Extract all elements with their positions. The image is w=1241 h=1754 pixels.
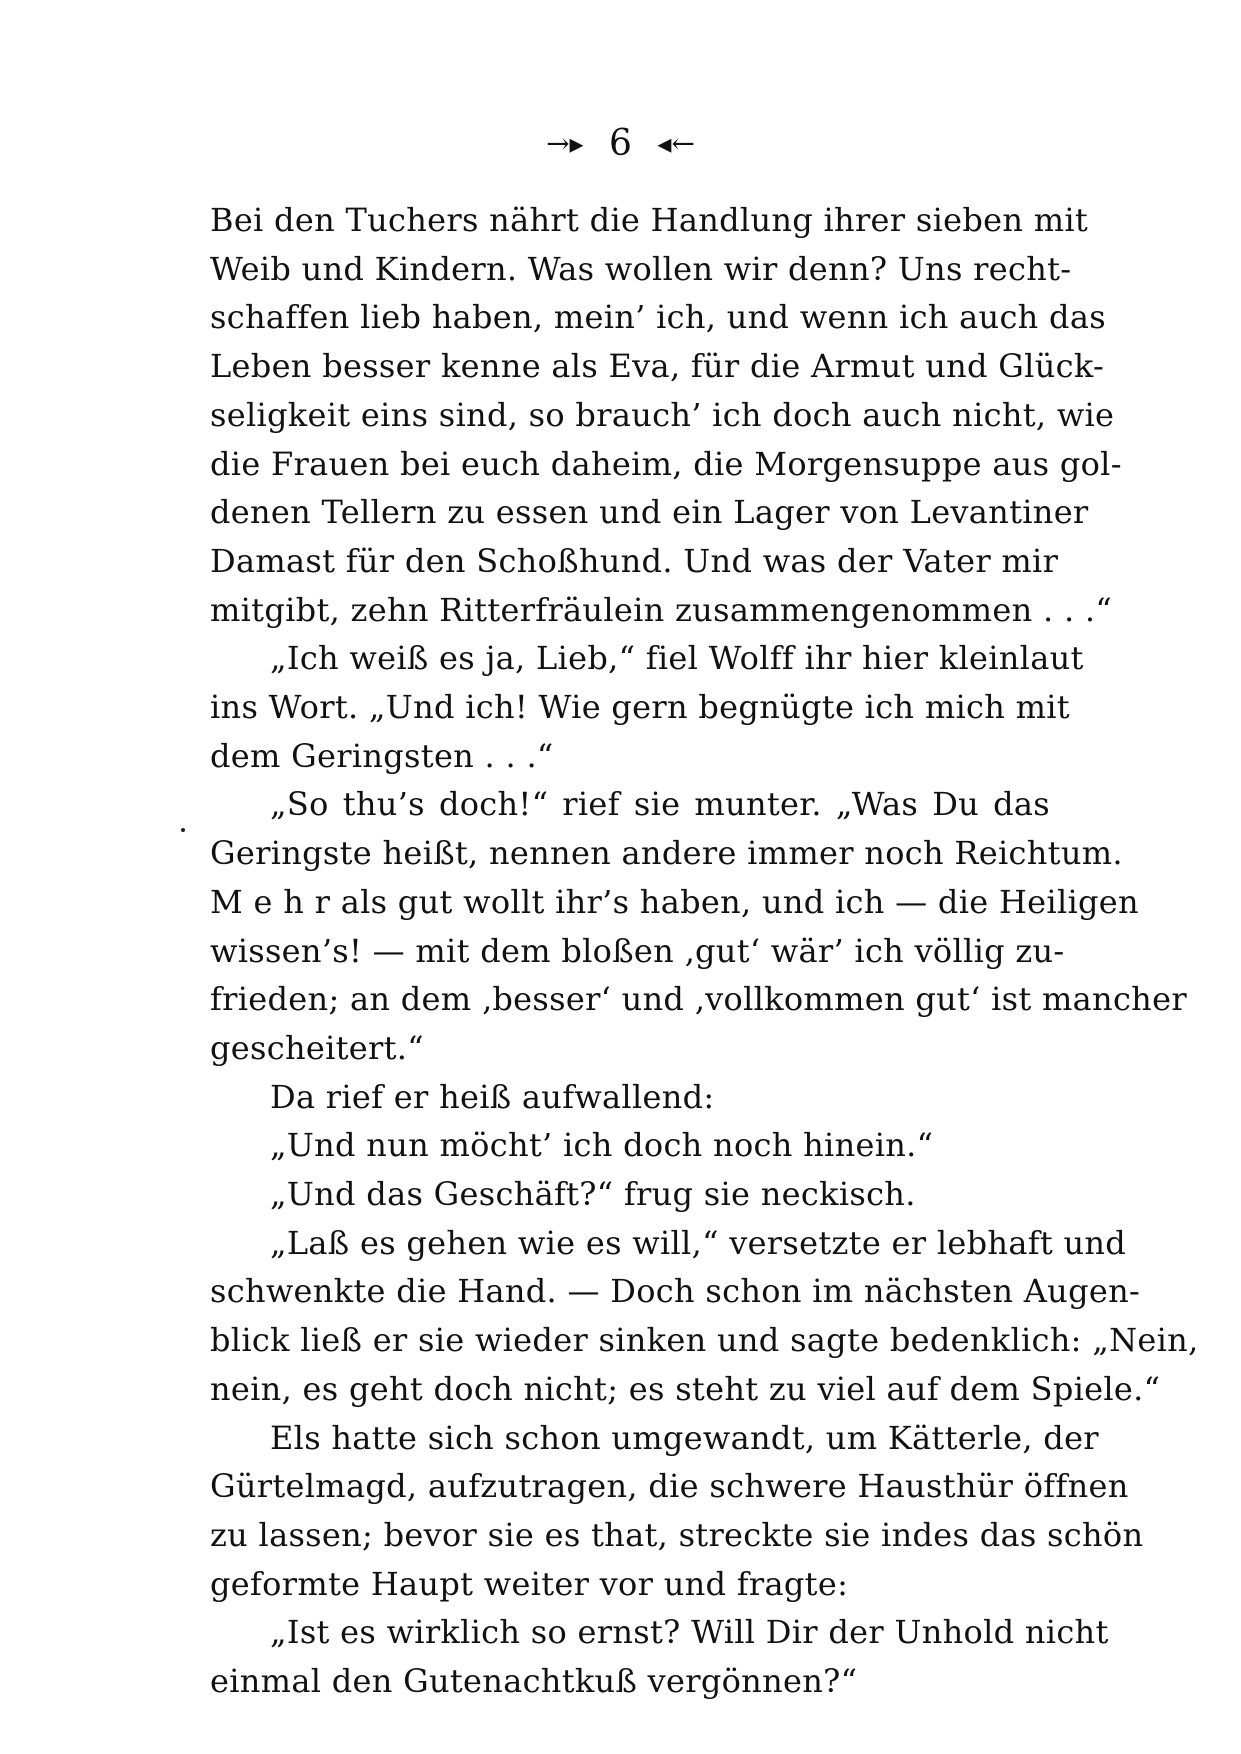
- text-line: mitgibt, zehn Ritterfräulein zusammengenommen . . .“: [210, 590, 1113, 629]
- text-line: wissen’s! — mit dem bloßen ‚gut‘ wär’ ich völlig zu-: [210, 931, 1065, 970]
- text-line: frieden; an dem ‚besser‘ und ‚vollkommen gut‘ ist mancher: [210, 980, 1187, 1019]
- body-text: [210, 196, 1199, 1706]
- page-header: [0, 120, 1241, 166]
- text-line: „Laß es gehen wie es will,“ versetzte er lebhaft und: [270, 1223, 1127, 1262]
- text-line: „Ist es wirklich so ernst? Will Dir der Unhold nicht: [270, 1613, 1109, 1652]
- text-line: gescheitert.“: [210, 1028, 424, 1067]
- text-line: Bei den Tuchers nährt die Handlung ihrer sieben mit: [210, 201, 1089, 239]
- right-arrow-ornament-icon: ◂←: [657, 127, 695, 160]
- text-line: blick ließ er sie wieder sinken und sagte bedenklich: „Nein,: [210, 1321, 1199, 1360]
- text-line: zu lassen; bevor sie es that, streckte sie indes das schön: [210, 1515, 1144, 1554]
- text-line: Da rief er heiß aufwallend:: [270, 1077, 715, 1116]
- text-line: nein, es geht doch nicht; es steht zu viel auf dem Spiele.“: [210, 1369, 1161, 1408]
- text-line: Gürtelmagd, aufzutragen, die schwere Hausthür öffnen: [210, 1467, 1129, 1506]
- text-line: einmal den Gutenachtkuß vergönnen?“: [210, 1662, 858, 1701]
- text-line: denen Tellern zu essen und ein Lager von Levantiner: [210, 493, 1089, 532]
- text-line: „So thu’s doch!“ rief sie munter. „Was Du das: [270, 785, 1050, 824]
- text-line: Weib und Kindern. Was wollen wir denn? Uns recht-: [210, 249, 1072, 288]
- text-line: schaffen lieb haben, mein’ ich, und wenn ich auch das: [210, 298, 1106, 337]
- text-line: Damast für den Schoßhund. Und was der Vater mir: [210, 541, 1059, 580]
- text-line: die Frauen bei euch daheim, die Morgensuppe aus gol-: [210, 444, 1122, 483]
- text-line: schwenkte die Hand. — Doch schon im nächsten Augen-: [210, 1272, 1141, 1311]
- text-line: „Und nun möcht’ ich doch noch hinein.“: [270, 1126, 934, 1165]
- text-line: „Ich weiß es ja, Lieb,“ fiel Wolff ihr hier kleinlaut: [270, 639, 1084, 678]
- text-line: „Und das Geschäft?“ frug sie neckisch.: [270, 1175, 916, 1214]
- text-line: geformte Haupt weiter vor und fragte:: [210, 1564, 849, 1603]
- text-line: Els hatte sich schon umgewandt, um Kätterle, der: [270, 1418, 1099, 1457]
- text-line: ins Wort. „Und ich! Wie gern begnügte ich mich mit: [210, 688, 1070, 727]
- text-line: M e h r als gut wollt ihr’s haben, und ich — die Heiligen: [210, 882, 1139, 921]
- print-speck: [181, 828, 185, 832]
- page-number: 6: [609, 123, 632, 164]
- text-line: seligkeit eins sind, so brauch’ ich doch auch nicht, wie: [210, 395, 1115, 434]
- text-line: dem Geringsten . . .“: [210, 736, 554, 775]
- left-arrow-ornament-icon: →▸: [546, 127, 584, 160]
- text-line: Leben besser kenne als Eva, für die Armut und Glück-: [210, 347, 1105, 386]
- text-line: Geringste heißt, nennen andere immer noch Reichtum.: [210, 834, 1123, 873]
